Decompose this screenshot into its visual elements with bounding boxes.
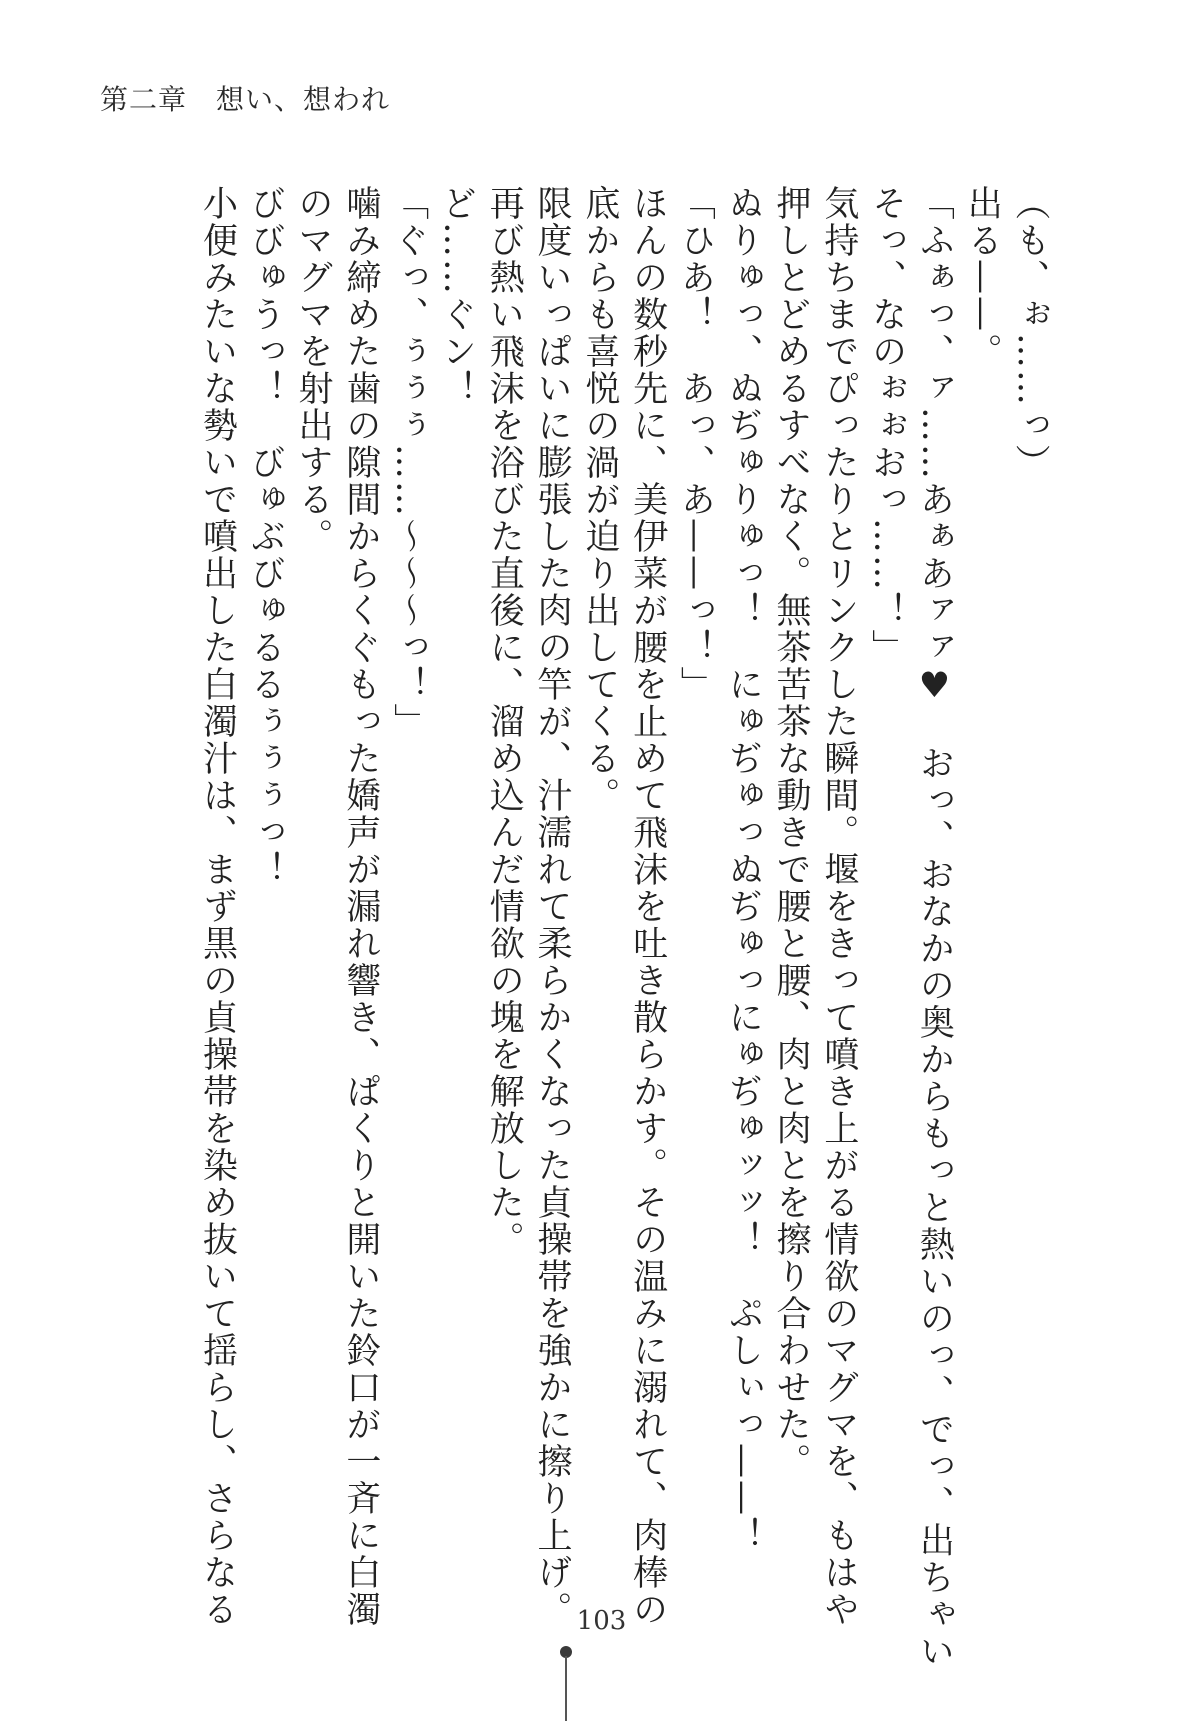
text-line: 限度いっぱいに膨張した肉の竿が、汁濡れて柔らかくなった貞操帯を強かに擦り上げ。: [532, 185, 573, 1628]
text-line: 押しとどめるすべなく。無茶苦茶な動きで腰と腰、肉と肉とを擦り合わせた。: [771, 185, 812, 1480]
text-line: ほんの数秒先に、美伊菜が腰を止めて飛沫を吐き散らかす。その温みに溺れて、肉棒の: [627, 185, 668, 1628]
ornament-stem: [565, 1656, 567, 1721]
text-line: （も、ぉ……っ）: [1010, 185, 1050, 481]
text-line: びびゅうっ！ びゅぶびゅるるぅぅぅっ！: [245, 185, 286, 888]
page-number: 103: [576, 1606, 627, 1636]
text-line: 「ふぁっ、ァ……あぁあァァ♥ おっ、おなかの奥からもっと熱いのっ、でっ、出ちゃい: [914, 185, 955, 1670]
page-ornament: [560, 1646, 572, 1721]
text-line: ど……ぐン！: [436, 185, 477, 407]
text-line: 「ひあ！ あっ、あ——っ！」: [675, 185, 716, 703]
text-line: 小便みたいな勢いで噴出した白濁汁は、まず黒の貞操帯を染め抜いて揺らし、さらなる: [197, 185, 238, 1628]
text-line: 再び熱い飛沫を浴びた直後に、溜め込んだ情欲の塊を解放した。: [484, 185, 525, 1258]
text-line: 噛み締めた歯の隙間からくぐもった嬌声が漏れ響き、ぱくりと開いた鈴口が一斉に白濁: [340, 185, 381, 1628]
text-line: 「ぐっ、ぅぅぅ……〜〜〜っ！」: [388, 185, 429, 740]
running-head: 第二章 想い、想われ: [100, 83, 391, 116]
text-line: 出る——。: [962, 185, 1003, 370]
text-line: のマグマを射出する。: [293, 185, 334, 555]
text-line: ぬりゅっ、ぬぢゅりゅっ！ にゅぢゅっぬぢゅっにゅぢゅッッ！ ぷしぃっ——！: [723, 185, 764, 1554]
text-line: 気持ちまでぴったりとリンクした瞬間。堰をきって噴き上がる情欲のマグマを、もはや: [818, 185, 859, 1628]
text-line: そっ、なのぉぉおっ……！」: [866, 185, 907, 666]
text-line: 底からも喜悦の渦が迫り出してくる。: [579, 185, 620, 814]
